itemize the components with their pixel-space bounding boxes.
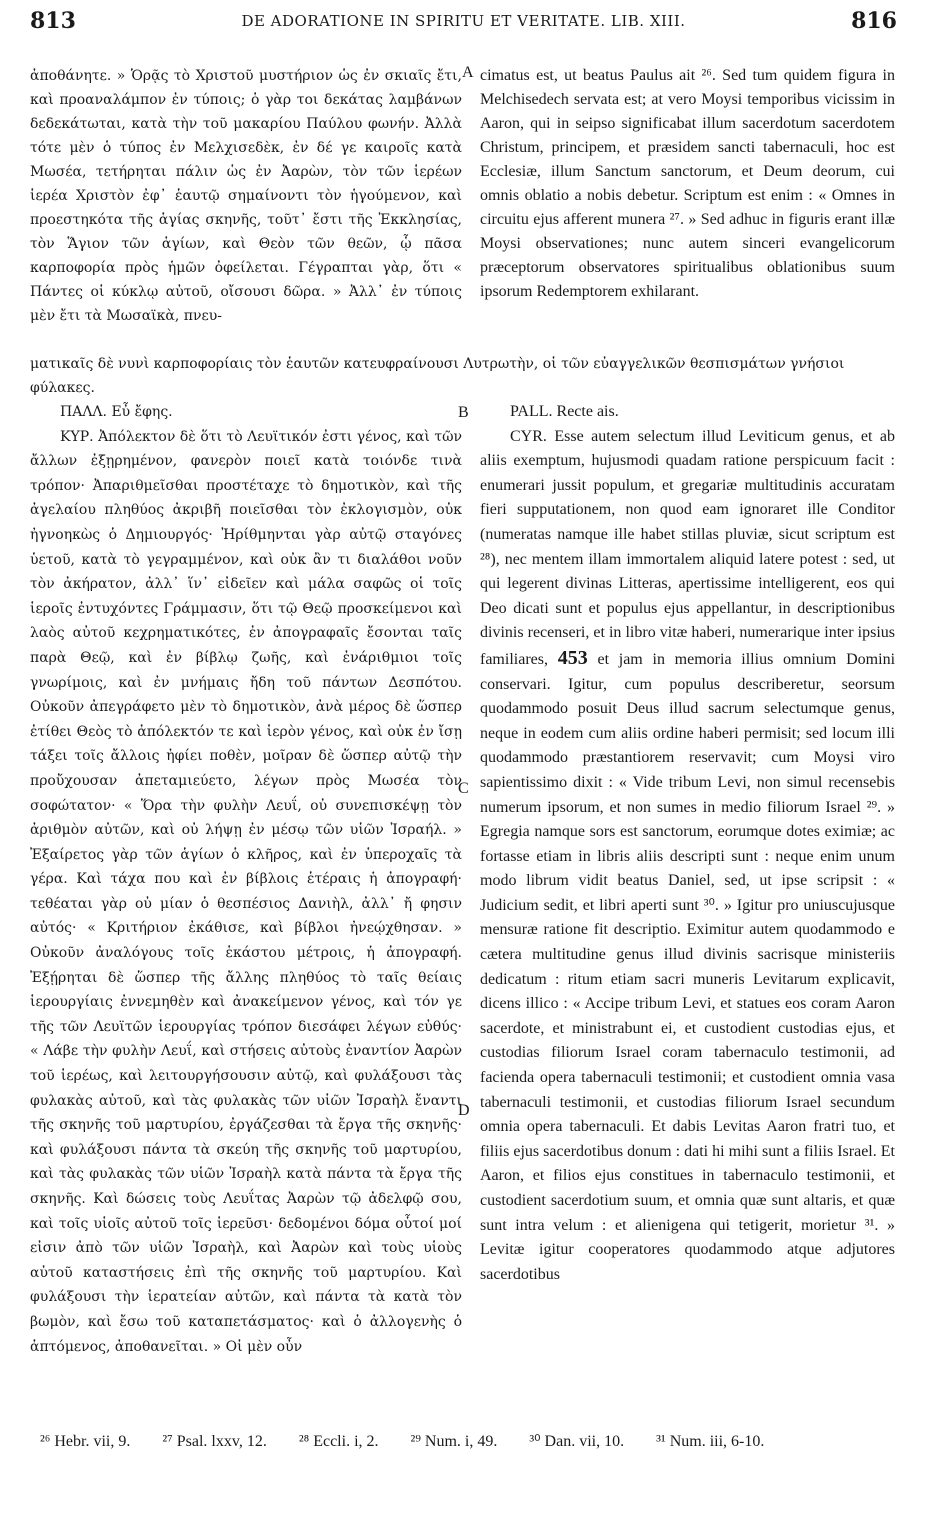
greek-spanning-lines: ματικαῖς δὲ νυνὶ καρποφορίαις τὸν ἑαυτῶν κατευφραίνουσι Λυτρωτὴν, οἱ τῶν εὐαγγελικῶν θεσπισμάτων γνήσιοι φύλακες. — [30, 356, 845, 396]
page-header — [30, 8, 897, 48]
edition-page-marker: 453 — [557, 646, 588, 669]
margin-marker-a: A — [462, 64, 474, 81]
greek-cyr-paragraph: ΚΥΡ. Ἀπόλεκτον δὲ ὅτι τὸ Λευϊτικόν ἐστι γένος, καὶ τῶν ἄλλων ἐξῃρημένον, φανερὸν ποιεῖ κατὰ τοιόνδε τινὰ τρόπον· Ἀπαριθμεῖσθαι προστέταχε τὸ δημοτικὸν, καὶ τῆς ἀγελαίου πληθύος ἀκριβῆ ποιεῖσθαι τὸν ἐκλογισμὸν, οὐκ ἠγνοηκὼς ὁ Δημιουργός· Ἠρίθμηνται γὰρ αὐτῷ σταγόνες ὑετοῦ, κατὰ τὸ γεγραμμένον, καὶ οὐκ ἂν τι διαλάθοι νοῦν τὸν ἀκήρατον, ἀλλ᾽ ἵν᾽ εἰδεῖεν καὶ μάλα σαφῶς οἱ τοῖς ἱεροῖς ἐντυχόντες Γράμμασιν, ὅτι τῷ Θεῷ προσκείμενοι καὶ λαὸς αὐτοῦ κεχρηματικότες, ἐν ἀπογραφαῖς ἔσονται ταῖς παρὰ Θεῷ, καὶ ἐν βίβλῳ ζωῆς, καὶ ἐνάριθμιοι τοῖς γνωρίμοις, καὶ ἐν μνήμαις ἤδη τοῦ πάντων Δεσπότου. Οὐκοῦν ἀπεγράφετο μὲν τὸ δημοτικὸν, ἀνὰ μέρος δὲ ὥσπερ ἐτίθει Θεὸς τὸ ἀπόλεκτόν τε καὶ ἱερὸν γένος, καὶ οὐκ ἐν ἴσῃ τάξει τοῖς ἄλλοις ἠφίει ποθὲν, μοῖραν δὲ ὥσπερ αὐτῷ τὴν προὔχουσαν ἀπεταμιεύετο, λέγων πρὸς Μωσέα τὸν σοφώτατον· « Ὅρα τὴν φυλὴν Λευΐ, οὐ συνεπισκέψῃ τὸν ἀριθμὸν αὐτῶν, καὶ οὐ λήψῃ ἐν μέσῳ τῶν υἱῶν Ἰσραήλ. » Ἐξαίρετος γὰρ τῶν ἁγίων ὁ κλῆρος, καὶ ἐν ὑπεροχαῖς τὰ γέρα. Καὶ τάχα που καὶ ἐν βίβλοις ἑτέραις ἡ ἀπογραφή· τεθέαται γὰρ οὐ μίαν ὁ θεσπέσιος Δανιὴλ, ἀλλ᾽ ἤ φησιν αὐτός· « Κριτήριον ἐκάθισε, καὶ βίβλοι ἠνεῴχθησαν. » Οὐκοῦν ἀναλόγους τοῖς ἑκάστου μέτροις, ἡ ἀπογραφή. Ἐξῄρηται δὲ ὥσπερ τῆς ἄλλης πληθύος τὸ ταῖς θείαις ἱερουργίαις ἐννεμηθὲν καὶ ἀνακείμενον γένος, καὶ τόν γε τῆς τῶν Λευϊτῶν ἱερουργίας τρόπον διεσάφει λέγων εὐθύς· « Λάβε τὴν φυλὴν Λευΐ, καὶ στήσεις αὐτοὺς ἐναντίον Ἀαρὼν τοῦ ἱερέως, καὶ λειτουργήσουσιν αὐτῷ, καὶ φυλάξουσι τὰς φυλακὰς αὐτοῦ, καὶ τὰς φυλακὰς τῶν υἱῶν Ἰσραὴλ ἔναντι τῆς σκηνῆς τοῦ μαρτυρίου, ἐργάζεσθαι τὰ ἔργα τῆς σκηνῆς· καὶ φυλάξουσι πάντα τὰ σκεύη τῆς σκηνῆς τοῦ μαρτυρίου, καὶ τὰς φυλακὰς τῶν υἱῶν Ἰσραὴλ κατὰ πάντα τὰ ἔργα τῆς σκηνῆς. Καὶ δώσεις τοὺς Λευΐτας Ἀαρὼν τῷ ἀδελφῷ σου, καὶ τοῖς υἱοῖς αὐτοῦ τοῖς ἱερεῦσι· δεδομένοι δόμα οὗτοί μοί εἰσιν ἀπὸ τῶν υἱῶν Ἰσραὴλ, καὶ Ἀαρὼν καὶ τοὺς υἱοὺς αὐτοῦ καταστήσεις ἐπὶ τῆς σκηνῆς τοῦ μαρτυρίου. Καὶ φυλάξουσι τὴν ἱερατείαν αὐτῶν, καὶ πάντα τὰ κατὰ τὸν βωμὸν, καὶ ἔσω τοῦ καταπετάσματος· καὶ ὁ ἀλλογενὴς ὁ ἁπτόμενος, ἀποθανεῖται. » Οἱ μὲν οὖν — [30, 428, 462, 1355]
footnotes — [40, 1430, 897, 1454]
latin-cyr-text-b: et jam in memoria illius omnium Domini conservari. Igitur, cum populus describeretur, seorsum quodammodo posuit Deus illud sacrum selectumque genus, neque in eodem cum aliis ordine haberi permisit; sed locum illi quodammodo præstantiorem reservavit; cum Moysi viro sapientissimo dixit : « Vide tribum Levi, non simul recensebis numerum ipsorum, et non sumes in medio filiorum Israel ²⁹. » Egregia namque sors est sanctorum, eorumque dotes eximiæ; ac fortasse etiam in libris aliis descripti sunt : neque enim unum modo librum vidit beatus Daniel, sed, ut ipse scripsit : « Judicium sedit, et libri aperti sunt ³⁰. » Igitur pro uniuscujusque mensuræ ratione fit descriptio. Eximitur autem quodammodo e cætera multitudine genus illud divinis sacrisque ministeriis dedicatum : ritum etiam sacri muneris Levitarum explicavit, dicens illico : « Accipe tribum Levi, et statues eos coram Aaron sacerdote, et ministrabunt ei, et custodient custodias ejus, et custodias filiorum Israel coram tabernaculo testimonii, ad facienda opera tabernaculi testimonii; et custodient omnia vasa tabernaculi testimonii, et custodias filiorum Israel secundum omnia opera tabernaculi. Et dabis Levitas Aaron fratri tuo, et filiis ejus sacerdotibus donum : dati hi mihi sunt a filiis Israel. Et Aaron, et filios ejus constitues in tabernaculo testimonii, et custodient sacerdotium suum, et omnia quæ sunt altaris, et quæ sunt intra velum : et alienigena qui tetigerit, morietur ³¹. » Levitæ igitur cooperatores quodammodo atque adjutores sacerdotibus — [480, 650, 896, 1283]
greek-paragraph-top: ἀποθάνητε. » Ὁρᾷς τὸ Χριστοῦ μυστήριον ὡς ἐν σκιαῖς ἔτι, καὶ προαναλάμπον ἐν τύποις; ὁ γὰρ τοι δεκάτας λαμβάνων δεδεκάτωται, κατὰ τὴν τοῦ μακαρίου Παύλου φωνήν. Ἀλλὰ τότε μὲν ὁ τύπος ἐν Μελχισεδὲκ, ἐν δέ γε καιροῖς κατὰ Μωσέα, τετήρηται πάλιν ὡς ἐν Ἀαρὼν, τὸν τῶν ἱερέων ἱερέα Χριστὸν ἐφ᾽ ἑαυτῷ σημαίνοντι τὸν ἡγούμενον, καὶ προεστηκότα τῆς ἁγίας σκηνῆς, τοῦτ᾽ ἔστι τῆς Ἐκκλησίας, τὸν Ἅγιον τῶν ἁγίων, καὶ Θεὸν τῶν θεῶν, ᾧ πᾶσα καρποφορία πρὸς ἡμῶν ὀφείλεται. Γέγραπται γὰρ, ὅτι « Πάντες οἱ κύκλῳ αὐτοῦ, οἴσουσι δῶρα. » Ἀλλ᾽ ἐν τύποις μὲν ἔτι τὰ Μωσαϊκὰ, πνευ- — [30, 68, 462, 324]
footnote: ³⁰ Dan. vii, 10. — [529, 1433, 625, 1450]
greek-pall-line: ΠΑΛΛ. Εὖ ἔφης. — [60, 404, 173, 420]
margin-marker-d: D — [458, 1102, 470, 1119]
latin-pall-line: PALL. Recte ais. — [510, 403, 619, 420]
latin-paragraph-top: cimatus est, ut beatus Paulus ait ²⁶. Sed tum quidem figura in Melchisedech servata est; at vero Moysi temporibus vicissim in Aaron, qui in seipso significabat illum sacerdotum sacerdotem Christum, principem, et præsidem sancti tabernaculi, hoc est Ecclesiæ, illum Sanctum sanctorum, et Deum deorum, cui omnis oblatio a nobis debetur. Scriptum est enim : « Omnes in circuitu ejus afferent munera ²⁷. » Sed adhuc in figuris erant illæ Moysi observationes; nunc autem sinceri evangelicorum præceptorum observatores spiritualibus oblationibus suum ipsorum Redemptorem exhilarant. — [480, 67, 895, 300]
left-page-number: 813 — [30, 8, 76, 34]
footnote: ²⁷ Psal. lxxv, 12. — [162, 1433, 267, 1450]
footnote: ³¹ Num. iii, 6-10. — [656, 1433, 765, 1450]
greek-column-top — [30, 64, 462, 328]
margin-marker-c: C — [458, 780, 469, 797]
footnote: ²⁹ Num. i, 49. — [410, 1433, 498, 1450]
latin-column-main — [480, 400, 895, 1287]
footnote: ²⁶ Hebr. vii, 9. — [40, 1433, 131, 1450]
footnote: ²⁸ Eccli. i, 2. — [298, 1433, 379, 1450]
right-page-number: 816 — [851, 8, 897, 34]
greek-column-main — [30, 400, 462, 1359]
margin-marker-b: B — [458, 404, 469, 421]
running-title: DE ADORATIONE IN SPIRITU ET VERITATE. LIB. XIII. — [241, 12, 686, 30]
latin-column-top — [480, 64, 895, 304]
latin-cyr-text-a: CYR. Esse autem selectum illud Leviticum genus, et ab aliis exemptum, hujusmodi quadam ratione perspicuum facit : enumerari jussit populum, et gregariæ multitudinis accuratam fieri supputationem, non quod eam ignoraret ille Conditor (numeratas namque ille habet stillas pluviæ, sicut scriptum est ²⁸), nec mentem illam immortalem aliquid latere potest : sed, ut qui legerent divinas Litteras, apertissime intelligerent, eos qui Deo dicati sunt et populus ejus appellantur, in descriptionibus divinis recenseri, et in libro vitæ haberi, numerarique inter ipsius familiares, — [480, 427, 895, 668]
latin-cyr-paragraph — [480, 425, 895, 1288]
